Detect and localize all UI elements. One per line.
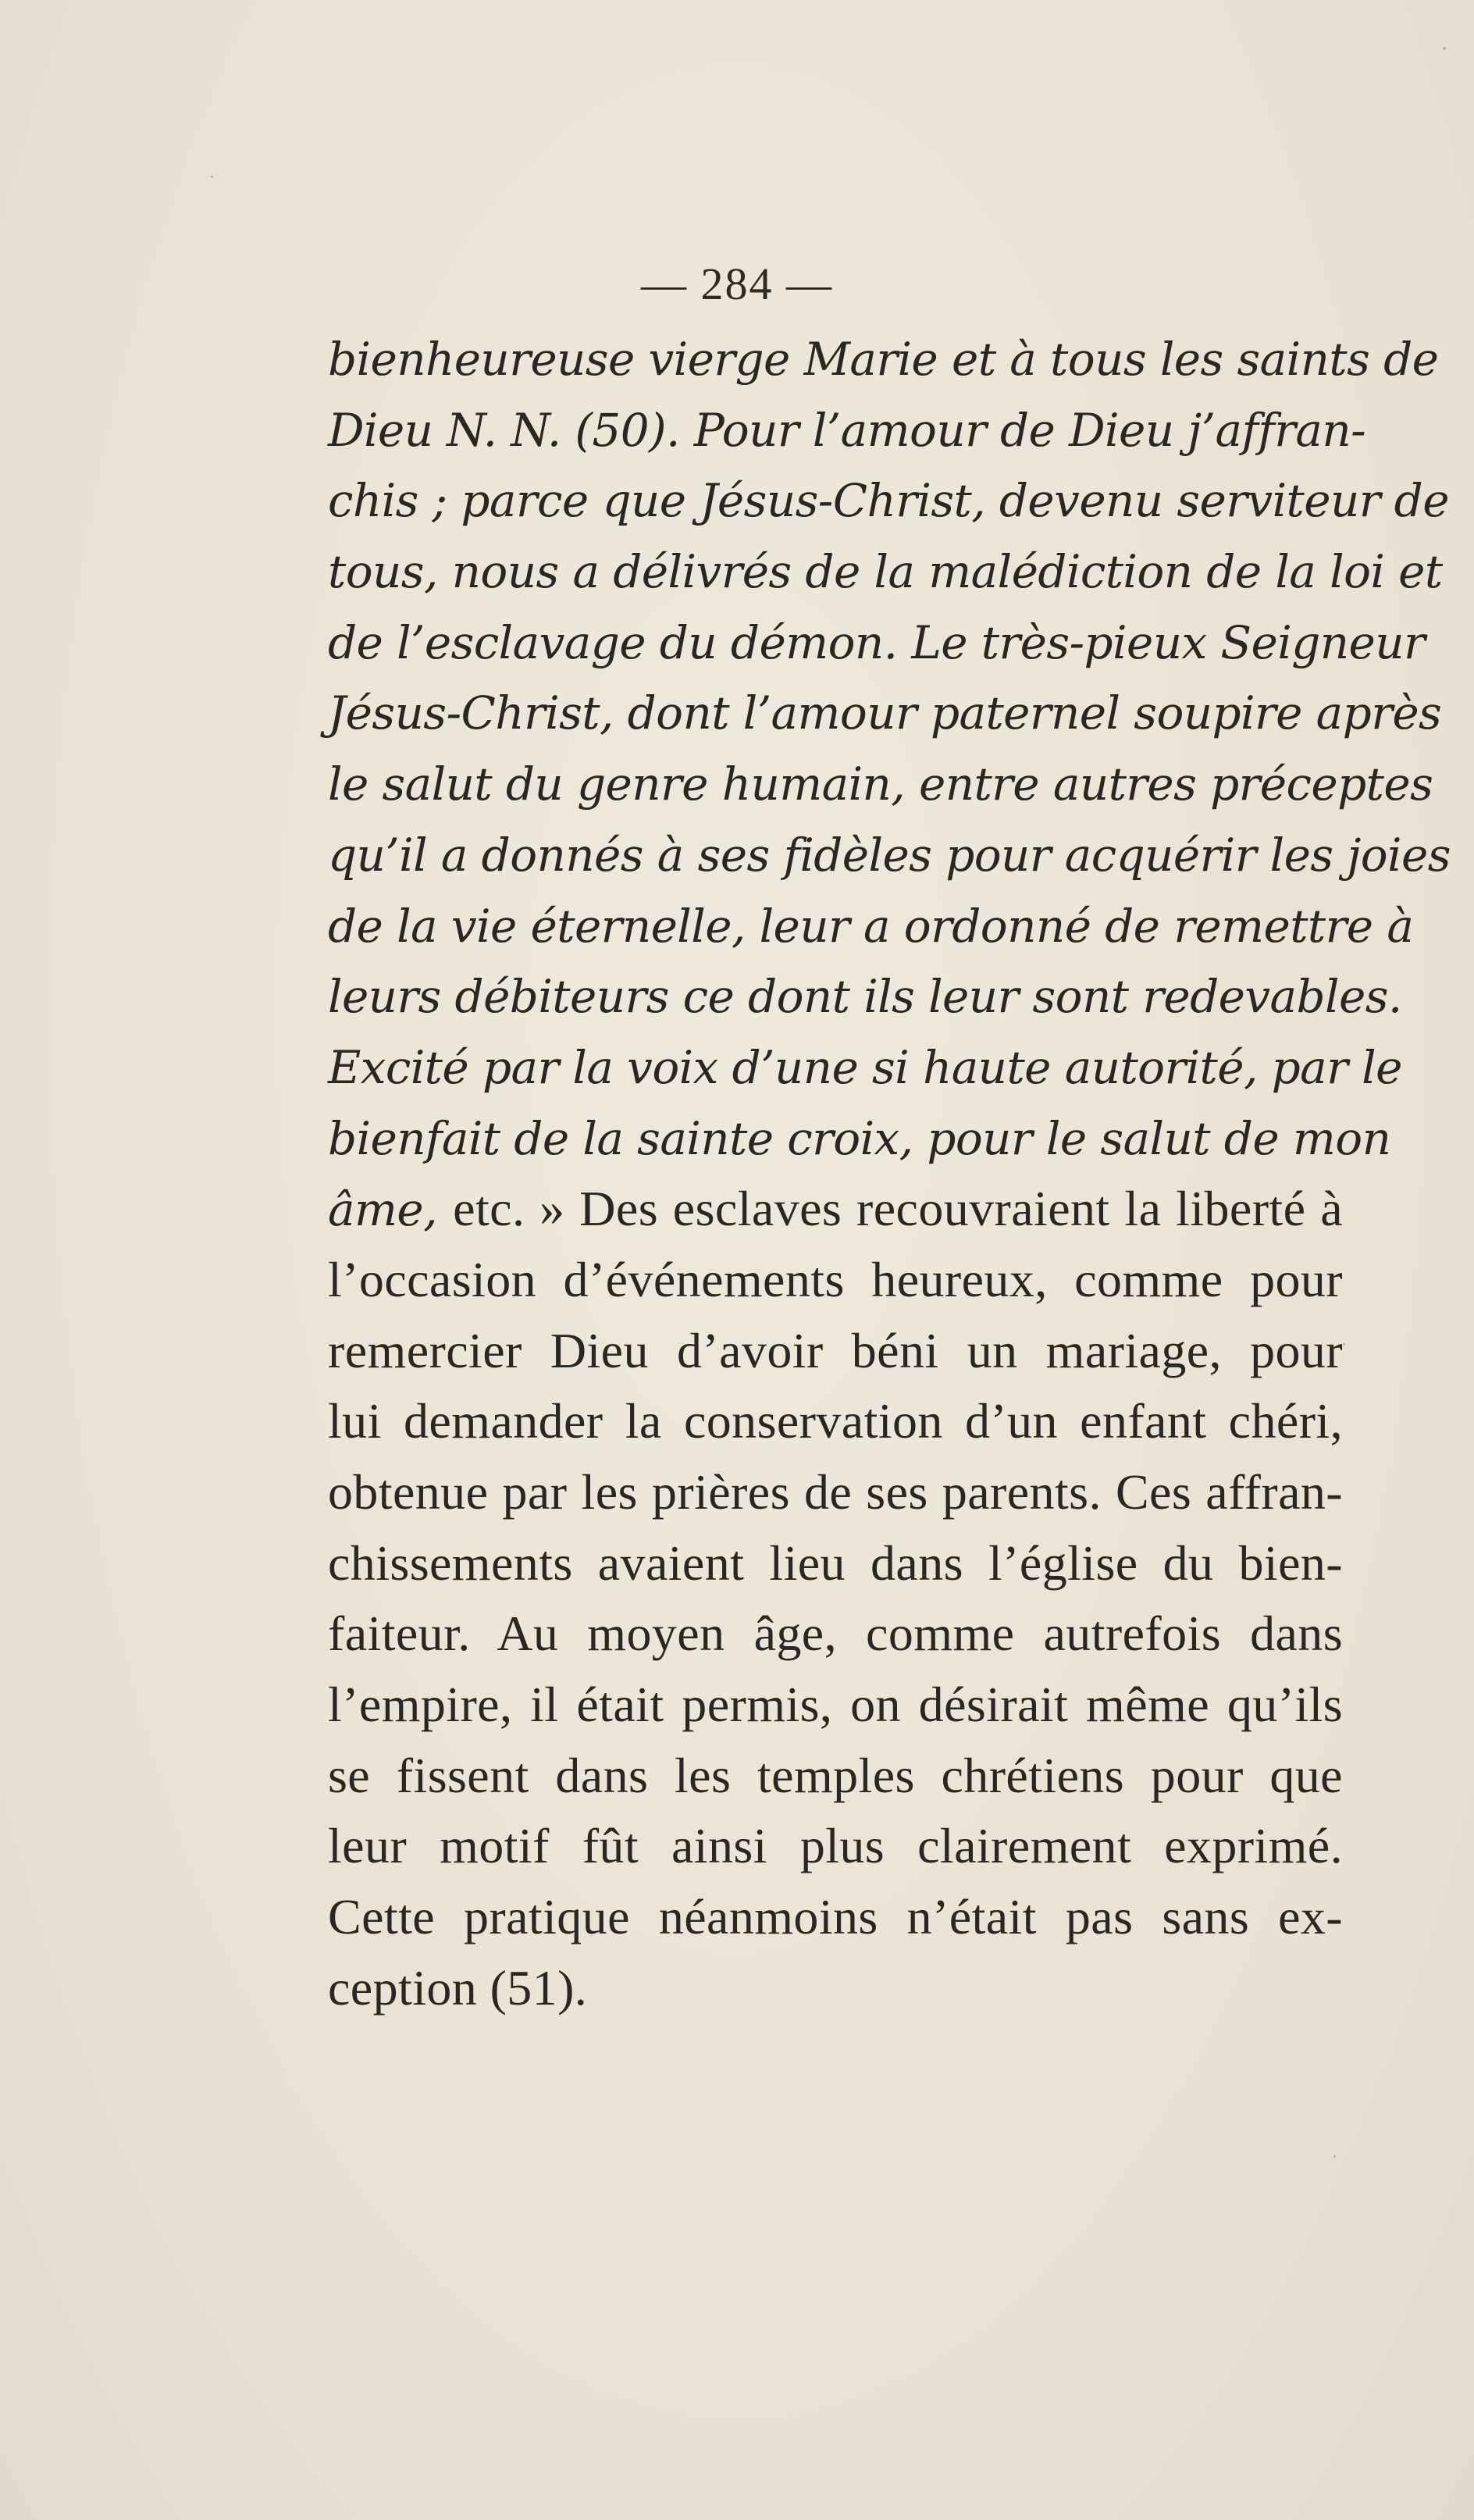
- paper-speck: [1333, 2155, 1336, 2158]
- text-line: leur motif fût ainsi plus clairement exprimé.: [328, 1818, 1343, 1874]
- body-text: [328, 324, 1451, 2024]
- text-line: leurs débiteurs ce dont ils leur sont redevables.: [328, 970, 1402, 1024]
- text-segment-roman: etc. » Des esclaves recouvraient la liberté à: [453, 1181, 1343, 1237]
- text-line: de la vie éternelle, leur a ordonné de remettre à: [328, 899, 1414, 953]
- text-line: Dieu N. N. (50). Pour l’amour de Dieu j’affran-: [328, 403, 1366, 457]
- text-line: obtenue par les prières de ses parents. Ces affran-: [328, 1464, 1343, 1520]
- text-line: l’occasion d’événements heureux, comme pour: [328, 1251, 1343, 1307]
- paper-speck: [211, 176, 213, 178]
- text-line: Excité par la voix d’une si haute autorité, par le: [328, 1040, 1402, 1094]
- text-line: qu’il a donnés à ses fidèles pour acquérir les joies: [328, 828, 1451, 882]
- paper-speck: [1443, 47, 1446, 50]
- text-line: tous, nous a délivrés de la malédiction de la loi et: [328, 545, 1443, 599]
- text-line: de l’esclavage du démon. Le très-pieux Seigneur: [328, 615, 1426, 669]
- page-number: — 284 —: [641, 258, 833, 309]
- text-line: l’empire, il était permis, on désirait même qu’ils: [328, 1677, 1343, 1733]
- text-line: chis ; parce que Jésus-Christ, devenu serviteur de: [328, 474, 1449, 528]
- text-line: Cette pratique néanmoins n’était pas sans ex-: [328, 1889, 1343, 1945]
- text-line: bienfait de la sainte croix, pour le salut de mon: [328, 1111, 1391, 1165]
- text-line: Jésus-Christ, dont l’amour paternel soupire après: [328, 686, 1442, 740]
- paper-speck: [1343, 1343, 1345, 1346]
- text-segment-italic: âme,: [328, 1183, 454, 1237]
- text-line: remercier Dieu d’avoir béni un mariage, pour: [328, 1322, 1343, 1378]
- text-line: faiteur. Au moyen âge, comme autrefois dans: [328, 1606, 1343, 1662]
- text-line-last: ception (51).: [328, 1959, 588, 2016]
- text-line: se fissent dans les temples chrétiens pour que: [328, 1747, 1343, 1803]
- text-line-mixed: [328, 1174, 1343, 1245]
- text-line: bienheureuse vierge Marie et à tous les saints de: [328, 333, 1439, 386]
- text-line: lui demander la conservation d’un enfant chéri,: [328, 1393, 1343, 1449]
- text-line: chissements avaient lieu dans l’église du bien-: [328, 1534, 1343, 1591]
- text-line: le salut du genre humain, entre autres préceptes: [328, 757, 1433, 811]
